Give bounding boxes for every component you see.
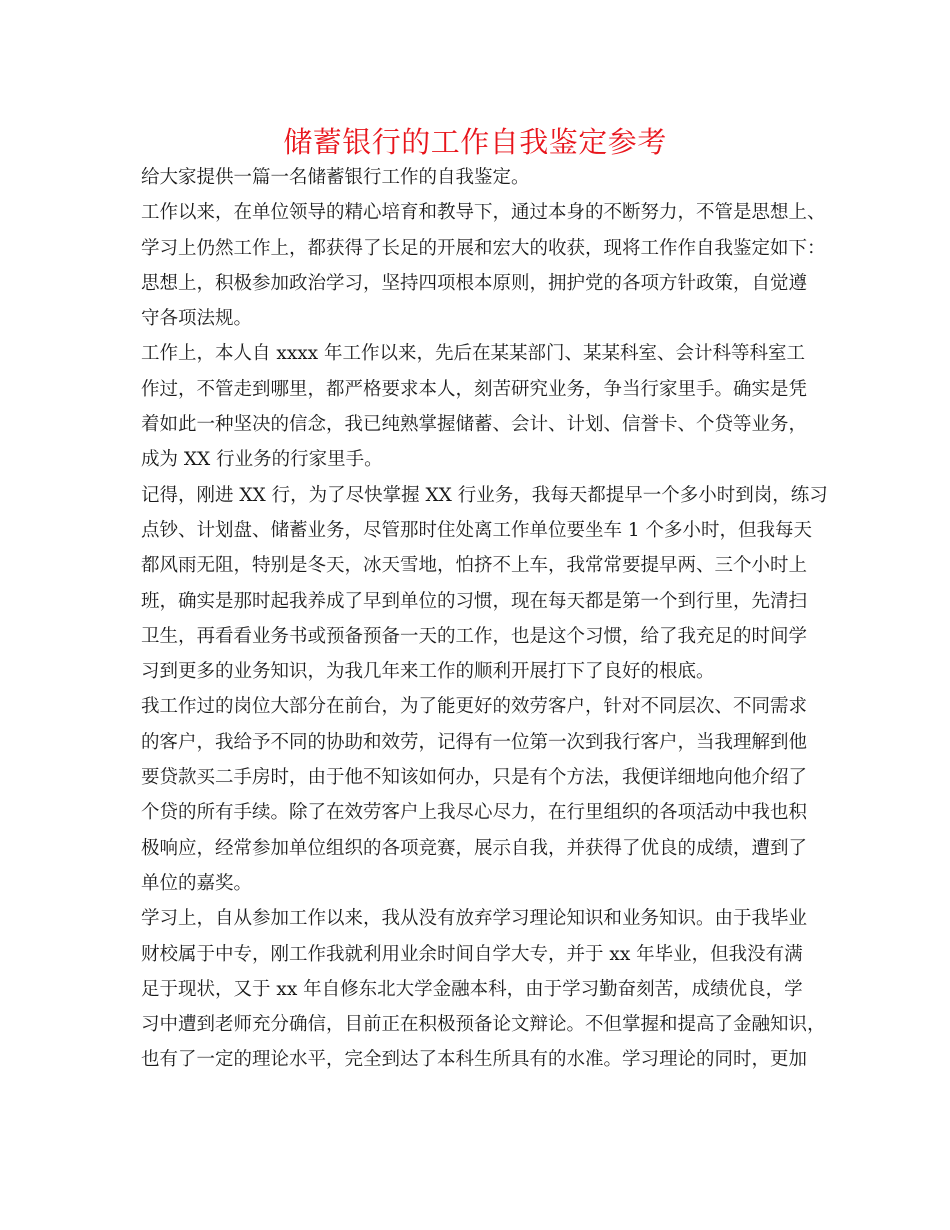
text-line: 都风雨无阻，特别是冬天，冰天雪地，怕挤不上车，我常常要提早两、三个小时上 bbox=[141, 555, 808, 577]
text-line: 的客户，我给予不同的协助和效劳，记得有一位第一次到我行客户，当我理解到他 bbox=[141, 731, 808, 753]
text-line: 也有了一定的理论水平，完全到达了本科生所具有的水准。学习理论的同时，更加 bbox=[141, 1049, 808, 1071]
text-line: 我工作过的岗位大部分在前台，为了能更好的效劳客户，针对不同层次、不同需求 bbox=[141, 696, 808, 718]
text-line: 工作上，本人自 xxxx 年工作以来，先后在某某部门、某某科室、会计科等科室工 bbox=[141, 343, 805, 365]
text-line: 习中遭到老师充分确信，目前正在积极预备论文辩论。不但掌握和提高了金融知识， bbox=[141, 1014, 826, 1036]
text-line: 个贷的所有手续。除了在效劳客户上我尽心尽力，在行里组织的各项活动中我也积 bbox=[141, 802, 808, 824]
text-line: 卫生，再看看业务书或预备预备一天的工作，也是这个习惯，给了我充足的时间学 bbox=[141, 625, 808, 647]
text-line: 要贷款买二手房时，由于他不知该如何办，只是有个方法，我便详细地向他介绍了 bbox=[141, 767, 808, 789]
text-line: 工作以来，在单位领导的精心培育和教导下，通过本身的不断努力，不管是思想上、 bbox=[141, 202, 826, 224]
text-line: 单位的嘉奖。 bbox=[141, 872, 253, 894]
document-body bbox=[141, 160, 828, 1078]
text-line: 成为 XX 行业务的行家里手。 bbox=[141, 449, 383, 471]
text-line: 给大家提供一篇一名储蓄银行工作的自我鉴定。 bbox=[141, 167, 530, 188]
text-line: 班，确实是那时起我养成了早到单位的习惯，现在每天都是第一个到行里，先清扫 bbox=[141, 590, 808, 612]
text-line: 记得，刚进 XX 行，为了尽快掌握 XX 行业务，我每天都提早一个多小时到岗，练习 bbox=[141, 484, 828, 506]
text-line: 点钞、计划盘、储蓄业务，尽管那时住处离工作单位要坐车 1 个多小时，但我每天 bbox=[141, 519, 813, 541]
text-line: 作过，不管走到哪里，都严格要求本人，刻苦研究业务，争当行家里手。确实是凭 bbox=[141, 378, 808, 400]
text-line: 习到更多的业务知识，为我几年来工作的顺利开展打下了良好的根底。 bbox=[141, 661, 715, 683]
text-line: 学习上仍然工作上，都获得了长足的开展和宏大的收获，现将工作作自我鉴定如下： bbox=[141, 237, 826, 259]
document-title: 储蓄银行的工作自我鉴定参考 bbox=[283, 125, 667, 159]
text-line: 守各项法规。 bbox=[141, 308, 253, 330]
text-line: 学习上，自从参加工作以来，我从没有放弃学习理论知识和业务知识。由于我毕业 bbox=[141, 908, 808, 930]
text-line: 极响应，经常参加单位组织的各项竞赛，展示自我，并获得了优良的成绩，遭到了 bbox=[141, 837, 808, 859]
text-line: 财校属于中专，刚工作我就利用业余时间自学大专，并于 xx 年毕业，但我没有满 bbox=[141, 943, 803, 965]
text-line: 着如此一种坚决的信念，我已纯熟掌握储蓄、会计、计划、信誉卡、个贷等业务， bbox=[141, 414, 808, 436]
text-line: 足于现状，又于 xx 年自修东北大学金融本科，由于学习勤奋刻苦，成绩优良，学 bbox=[141, 978, 803, 1000]
text-line: 思想上，积极参加政治学习，坚持四项根本原则，拥护党的各项方针政策，自觉遵 bbox=[141, 272, 808, 294]
